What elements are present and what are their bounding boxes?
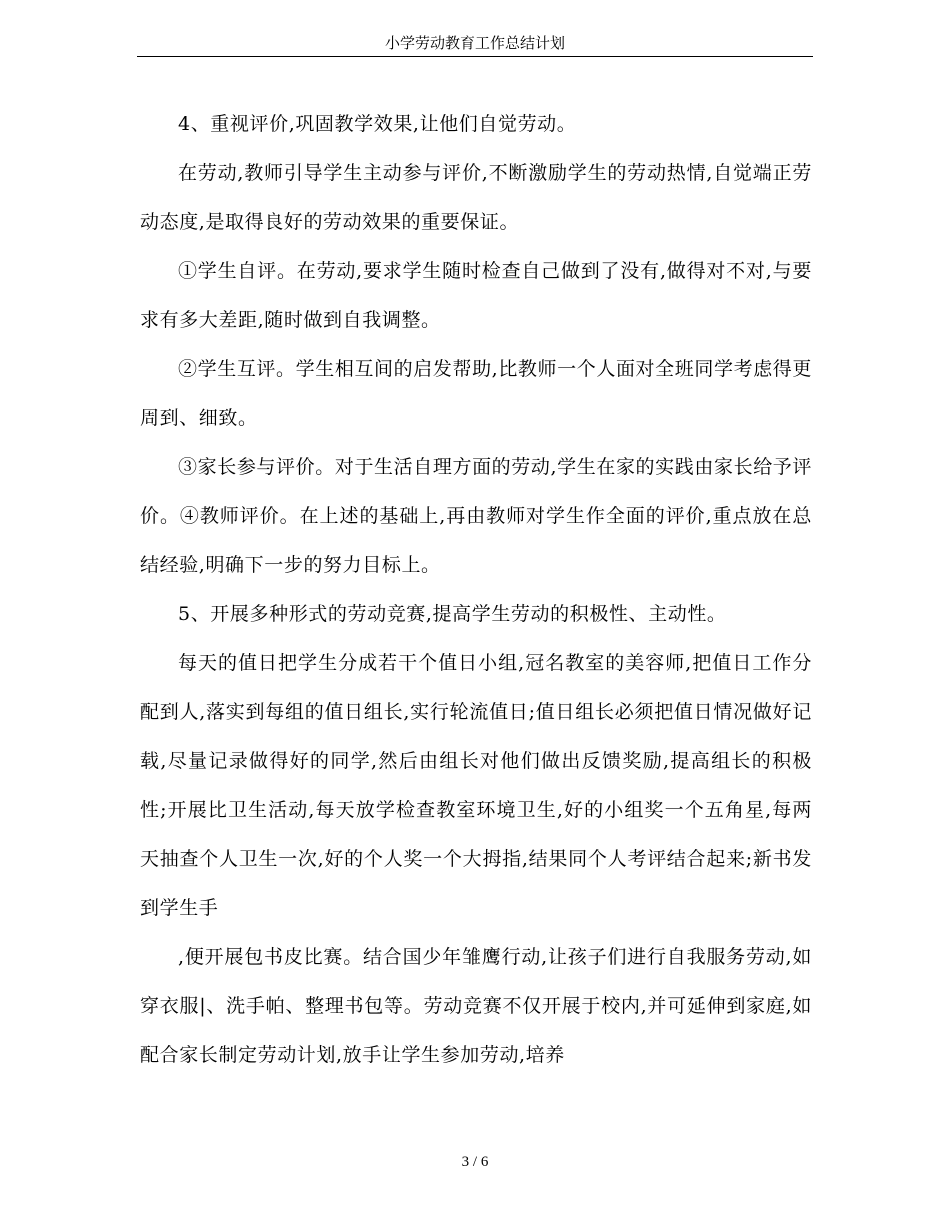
- paragraph-parent-teacher-evaluation: ③家长参与评价。对于生活自理方面的劳动,学生在家的实践由家长给予评价。④教师评价。在上述的基础上,再由教师对学生作全面的评价,重点放在总结经验,明确下一步的努力目标上。: [140, 456, 812, 576]
- paragraph-evaluation-intro: 在劳动,教师引导学生主动参与评价,不断激励学生的劳动热情,自觉端正劳动态度,是取得良好的劳动效果的重要保证。: [140, 162, 812, 233]
- page-header: [137, 30, 813, 57]
- paragraph-self-evaluation: ①学生自评。在劳动,要求学生随时检查自己做到了没有,做得对不对,与要求有多大差距,随时做到自我调整。: [140, 260, 812, 331]
- paragraph-heading-4: 4、重视评价,巩固教学效果,让他们自觉劳动。: [178, 113, 577, 135]
- page-number: 3 / 6: [461, 1154, 489, 1170]
- paragraph-heading-5: 5、开展多种形式的劳动竞赛,提高学生劳动的积极性、主动性。: [178, 603, 727, 625]
- paragraph-book-cover-contest: ,便开展包书皮比赛。结合国少年雏鹰行动,让孩子们进行自我服务劳动,如穿衣服|、洗手帕、整理书包等。劳动竞赛不仅开展于校内,并可延伸到家庭,如配合家长制定劳动计划,放手让学生参加劳动,培养: [140, 946, 812, 1066]
- paragraph-duty-competition: 每天的值日把学生分成若干个值日小组,冠名教室的美容师,把值日工作分配到人,落实到每组的值日组长,实行轮流值日;值日组长必须把值日情况做好记载,尽量记录做得好的同学,然后由组长对他们做出反馈奖励,提高组长的积极性;开展比卫生活动,每天放学检查教室环境卫生,好的小组奖一个五角星,每两天抽查个人卫生一次,好的个人奖一个大拇指,结果同个人考评结合起来;新书发到学生手: [140, 652, 812, 919]
- document-body: [140, 100, 812, 1080]
- document-title: 小学劳动教育工作总结计划: [384, 34, 565, 52]
- paragraph-peer-evaluation: ②学生互评。学生相互间的启发帮助,比教师一个人面对全班同学考虑得更周到、细致。: [140, 358, 812, 429]
